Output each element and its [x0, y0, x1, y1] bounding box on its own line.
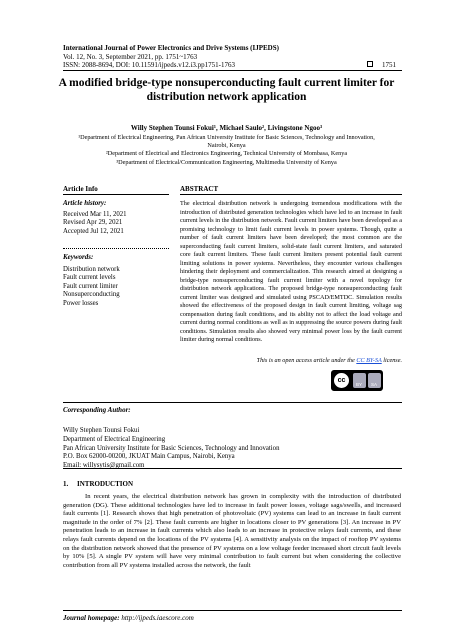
authors: Willy Stephen Tounsi Fokui¹, Michael Saulo², Livingstone Ngoo³: [130, 124, 323, 132]
keyword: Nonsuperconducting: [63, 291, 120, 299]
paper-title: A modified bridge-type nonsuperconducting fault current limiter for distribution network application: [58, 77, 395, 103]
affiliation-1-city: Nairobi, Kenya: [207, 142, 246, 150]
keywords-heading: Keywords:: [63, 253, 94, 261]
issn-line: ISSN: 2088-8694, DOI: 10.11591/ijpeds.v12.i3.pp1751-1763: [63, 61, 236, 69]
license-line: [180, 357, 402, 364]
homepage-link[interactable]: http://ijpeds.iaescore.com: [121, 614, 194, 622]
introduction-heading: 1. INTRODUCTION: [63, 480, 134, 488]
accepted-date: Accepted Jul 12, 2021: [63, 227, 124, 235]
abstract-rule: [180, 194, 402, 195]
corresponding-department: Department of Electrical Engineering: [63, 435, 166, 443]
corresponding-address: P.O. Box 62000-00200, JKUAT Main Campus, Nairobi, Kenya: [63, 453, 235, 461]
abstract-heading: ABSTRACT: [180, 185, 219, 193]
received-date: Received Mar 11, 2021: [63, 211, 127, 218]
license-link[interactable]: CC BY-SA: [356, 357, 382, 364]
keyword: Distribution network: [63, 266, 120, 273]
keyword: Power losses: [63, 299, 99, 307]
cc-sa-label: SA: [371, 382, 378, 387]
cc-logo-icon: cc: [333, 372, 350, 389]
article-info-heading: Article Info: [63, 185, 98, 193]
introduction-text: In recent years, the electrical distribution network has grown in complexity with the introduction of distributed generation (DG). These additional technologies have led to increase in fault power losses, voltage sags/swells, and increased fault currents [1]. Research shows that high penetration of photovoltaic (PV) systems can lead to an increase in fault current magnitude in the order of 7% [2]. These fault currents are higher in locations closer to PV generations [3]. An increase in PV penetration leads to an increase in fault currents which also leads to an increase in protective relays fault currents, and these relays fault currents depend on the locations of the PV systems [4]. A sensitivity analysis on the impact of rooftop PV systems on the distribution network showed that the presence of PV systems on a low voltage feeder increased short circuit fault levels by 10% [5]. A single PV system will have very minimal contribution to fault current but when considering the collective contribution from all PV systems installed across the network, the fault: [63, 493, 401, 569]
homepage-label: Journal homepage:: [63, 614, 120, 622]
page-number: 1751: [382, 61, 396, 69]
affiliation-3: ³Department of Electrical/Communication Engineering, Multimedia University of Kenya: [116, 158, 337, 166]
corresponding-institution: Pan African University Institute for Basic Sciences, Technology and Innovation: [63, 444, 280, 452]
journal-homepage: [63, 614, 194, 622]
abstract-bottom-rule: [63, 402, 402, 403]
affiliations: [40, 134, 413, 167]
corresponding-rule: [63, 468, 402, 469]
corresponding-name: Willy Stephen Tounsi Fokui: [63, 427, 140, 434]
keyword: Fault current levels: [63, 274, 116, 282]
cc-sa-icon: [368, 373, 381, 388]
journal-name: International Journal of Power Electronics and Drive Systems (IJPEDS): [63, 44, 279, 52]
article-history-heading: Article history:: [63, 199, 107, 207]
license-suffix: license.: [383, 357, 402, 364]
abstract-text: The electrical distribution network is undergoing tremendous modifications with the introduction of distributed generation technologies which have led to an increase in fault current levels in the distribution network. Fault current limiters have been developed as a promising technology to limit fault current levels in power systems. Though, quite a number of fault current limiters have been developed; the most common are the superconducting fault current limiters, solid-state fault current limiters, and saturated core fault current limiters. These fault current limiters present potential fault current limiting solutions in power systems. Nevertheless, they encounter various challenges hindering their deployment and commercialization. This research aimed at designing a bridge-type nonsuperconducting fault current limiter with a novel topology for distribution network applications. The proposed bridge-type nonsuperconducting fault current limiter was designed and simulated using PSCAD/EMTDC. Simulation results showed the effectiveness of the proposed design in fault current limiting, voltage sag compensation during fault conditions, and its ability not to affect the load voltage and current during normal conditions as well as in suppressing the source powers during fault conditions. Simulation results also showed very minimal power loss by the fault current limiter during normal conditions.: [180, 200, 402, 343]
license-prefix: This is an open access article under the: [256, 357, 355, 364]
cc-by-icon: [353, 373, 366, 388]
volume-line: Vol. 12, No. 3, September 2021, pp. 1751~1763: [63, 53, 198, 61]
page-marker-icon: [367, 61, 373, 67]
revised-date: Revised Apr 29, 2021: [63, 219, 123, 227]
keywords-list: [63, 266, 120, 308]
keyword: Fault current limiter: [63, 282, 118, 290]
corresponding-details: [63, 427, 279, 471]
footer-rule: [63, 610, 402, 611]
affiliation-2: ²Department of Electrical and Electronics Engineering, Technical University of Mombasa, Kenya: [105, 150, 348, 158]
article-history: [63, 211, 127, 236]
history-divider: [63, 248, 169, 249]
header-rule: [63, 70, 402, 71]
corresponding-heading: Corresponding Author:: [63, 406, 131, 414]
affiliation-1: ¹Department of Electrical Engineering, Pan African University Institute for Basic Sciences, Technology and Innovation,: [78, 134, 375, 141]
article-info-rule: [63, 194, 169, 195]
cc-by-label: BY: [356, 382, 363, 387]
corresponding-email: Email: willysytis@gmail.com: [63, 462, 145, 470]
cc-license-badge[interactable]: [331, 370, 383, 391]
